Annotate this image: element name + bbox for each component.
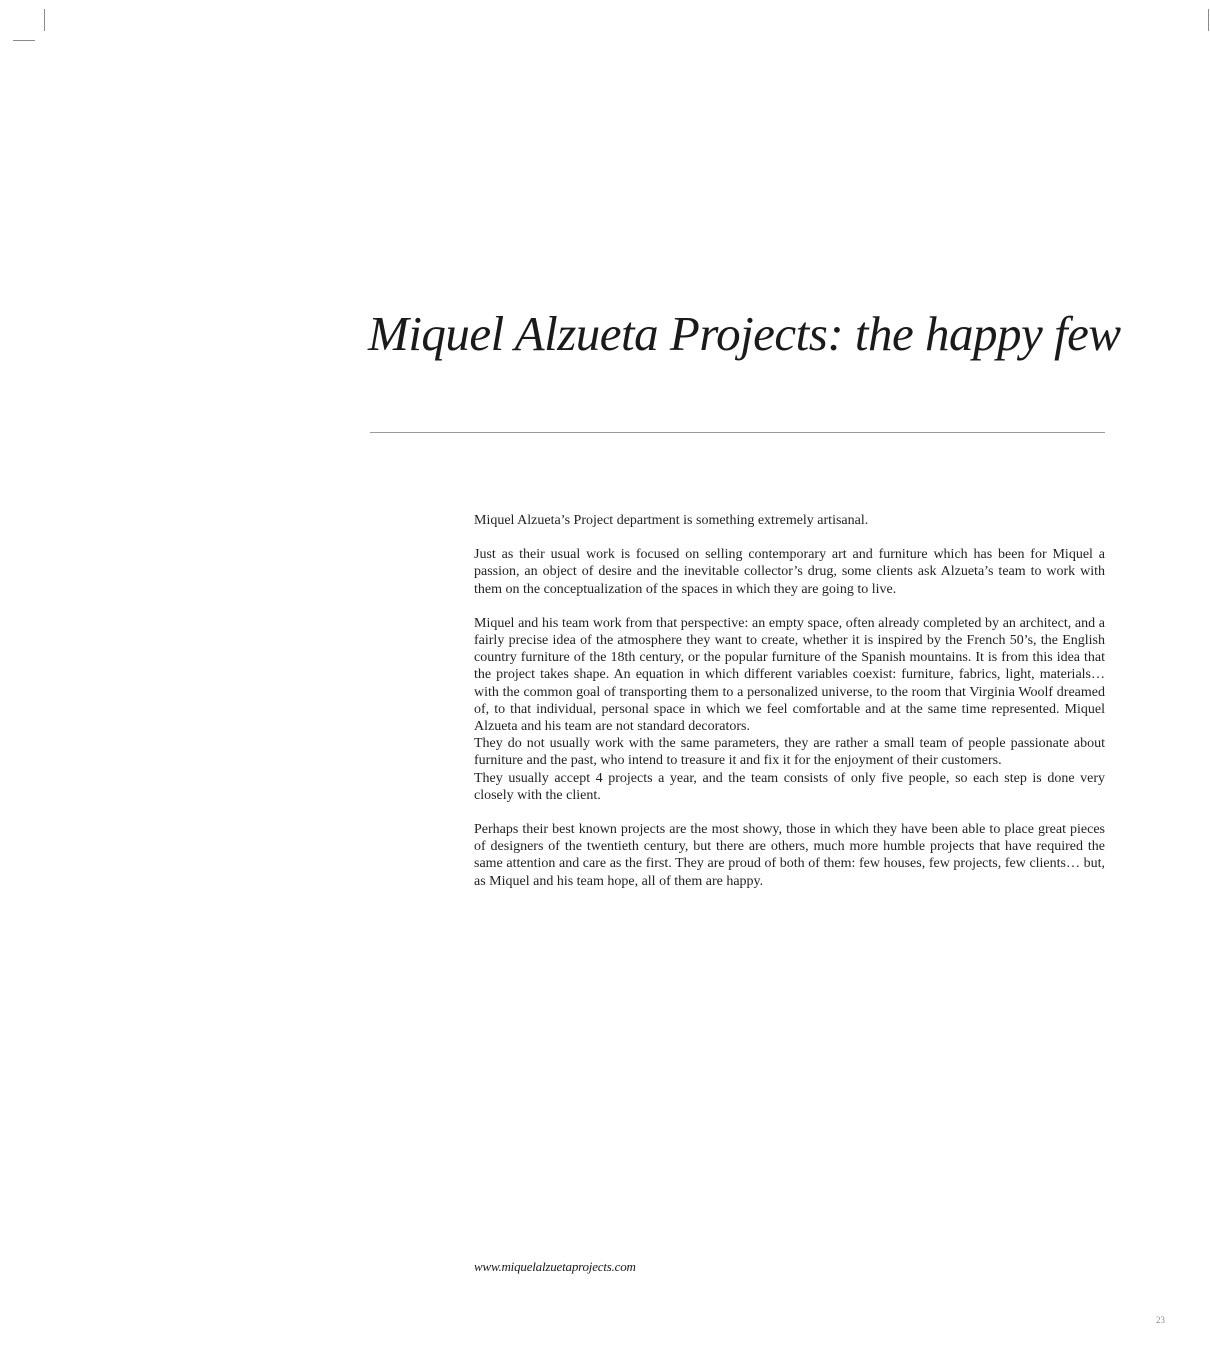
title-divider bbox=[370, 432, 1105, 433]
page-number: 23 bbox=[1156, 1315, 1165, 1325]
paragraph-best-known: Perhaps their best known projects are the most showy, those in which they have been able to place great pieces of designers of the twentieth century, but there are others, much more humble projects that have required the same attention and care as the first. They are proud of both of them: few houses, few projects, few clients… but, as Miquel and his team hope, all of them are happy. bbox=[474, 822, 1105, 889]
paragraph-usual-work: Just as their usual work is focused on selling contemporary art and furniture which has been for Miquel a passion, an object of desire and the inevitable collector’s drug, some clients ask Alzueta’s team to work with them on the conceptualization of the spaces in which they are going to live. bbox=[474, 547, 1105, 597]
paragraph-projects-per-year: They usually accept 4 projects a year, and the team consists of only five people, so each step is done very closely with the client. bbox=[474, 770, 1105, 803]
paragraph-parameters: They do not usually work with the same parameters, they are rather a small team of people passionate about furniture and the past, who intend to treasure it and fix it for the enjoyment of their customers. bbox=[474, 736, 1105, 769]
crop-mark-top-left-horizontal bbox=[13, 40, 35, 41]
page-title: Miquel Alzueta Projects: the happy few bbox=[368, 306, 1121, 361]
website-link[interactable]: www.miquelalzuetaprojects.com bbox=[474, 1259, 636, 1274]
crop-mark-top-right-vertical bbox=[1208, 9, 1209, 31]
article-body bbox=[474, 512, 1105, 907]
paragraph-perspective: Miquel and his team work from that perspective: an empty space, often already completed by an architect, and a fairly precise idea of the atmosphere they want to create, whether it is inspired by the French 50’s, the English country furniture of the 18th century, or the popular furniture of the Spanish mountains. It is from this idea that the project takes shape. An equation in which different variables coexist: furniture, fabrics, light, materials… with the common goal of transporting them to a personalized universe, to the room that Virginia Woolf dreamed of, to that individual, personal space in which we feel comfortable and at the same time represented. Miquel Alzueta and his team are not standard decorators. bbox=[474, 615, 1105, 735]
paragraph-intro: Miquel Alzueta’s Project department is something extremely artisanal. bbox=[474, 513, 869, 528]
crop-mark-top-left-vertical bbox=[44, 9, 45, 31]
